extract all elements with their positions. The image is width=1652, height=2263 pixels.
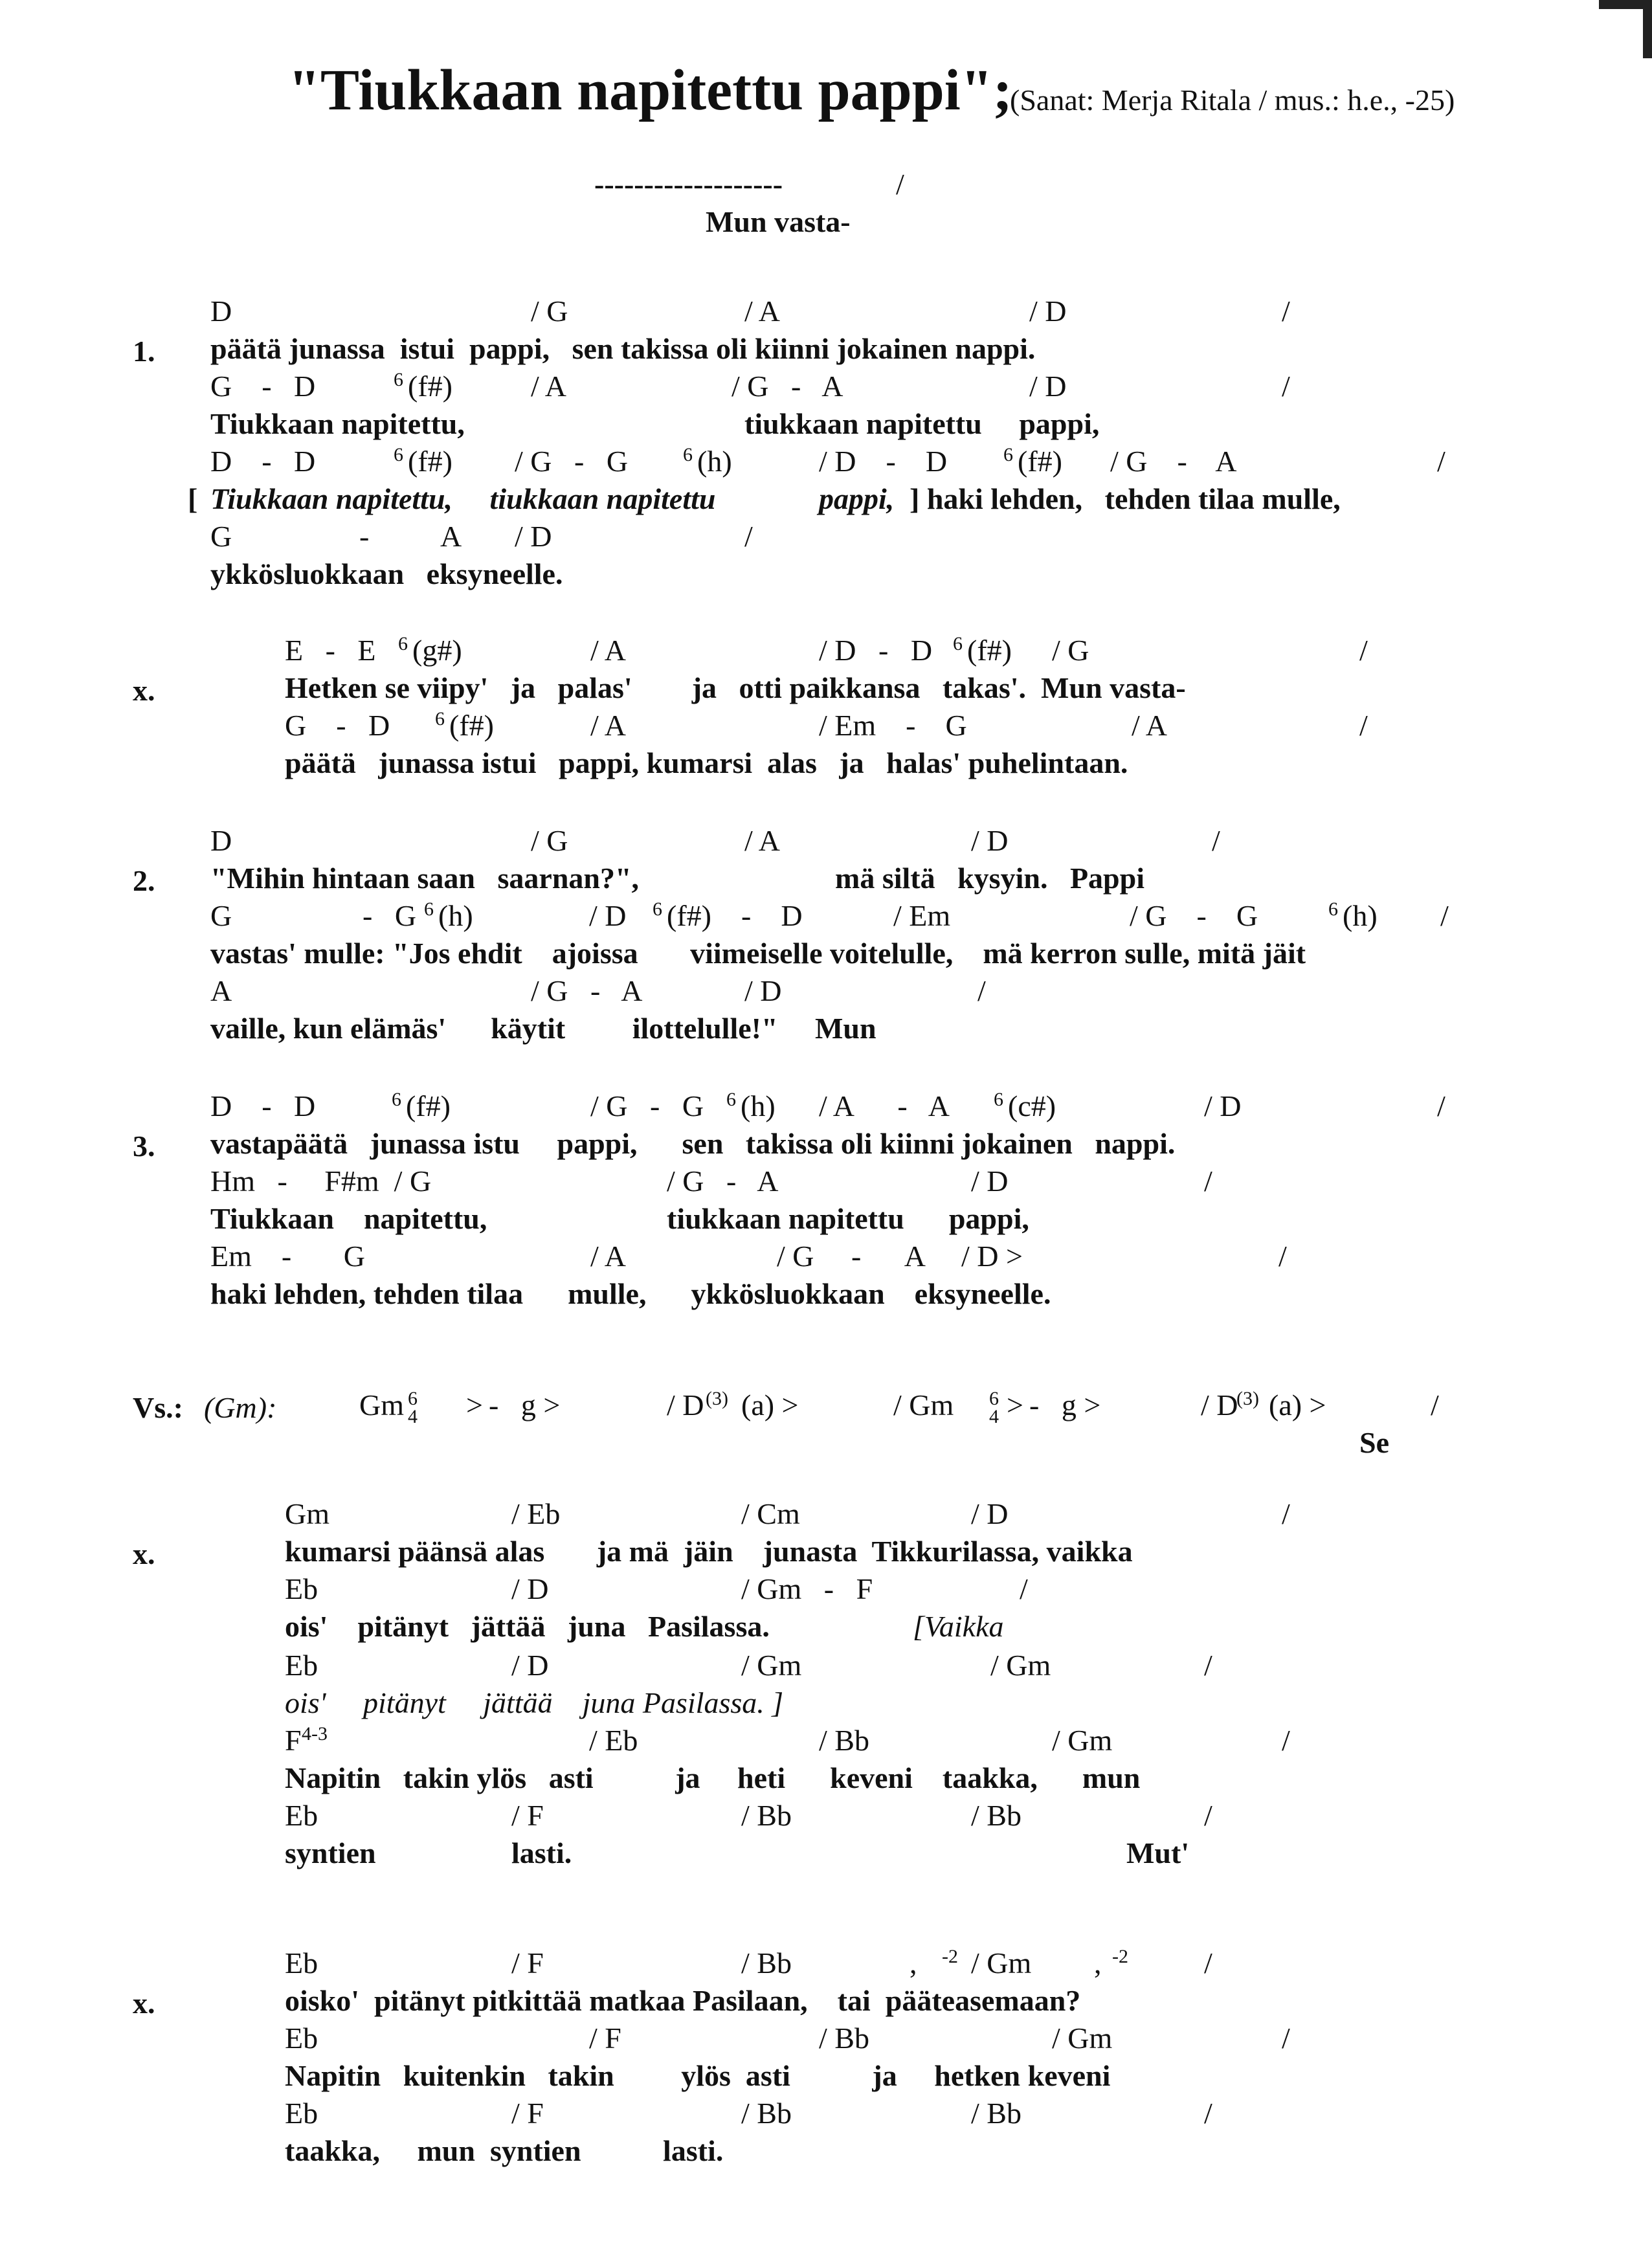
chord-text: / A — [590, 634, 626, 667]
chord-text: / — [1282, 1724, 1290, 1757]
chord-text: / A — [744, 824, 780, 857]
chord-text: Hm - F#m / G — [210, 1165, 432, 1198]
chord-modifier: 6 — [392, 1089, 401, 1110]
lyric-text: Mut' — [1126, 1836, 1190, 1869]
lyric-text: pappi, — [819, 482, 895, 515]
chord-text: D — [210, 824, 232, 857]
intro-slash: / — [896, 168, 904, 201]
chord-text: / A — [744, 295, 780, 328]
chord-text: / D — [511, 1572, 549, 1605]
chord-modifier: (g#) — [412, 634, 462, 667]
lyric-text: Tiukkaan napitettu, — [210, 407, 465, 440]
chord-modifier: (h) — [1343, 899, 1378, 932]
page-title: "Tiukkaan napitettu pappi"; — [288, 58, 1012, 122]
chord-text: / — [1282, 370, 1290, 403]
chord-text: / D — [971, 1165, 1009, 1198]
chord-text: / Gm - F — [741, 1572, 873, 1605]
chord-text: / D — [1201, 1388, 1238, 1421]
chord-modifier: 6 — [394, 369, 403, 390]
chord-text: / — [1020, 1572, 1028, 1605]
chord-text: - — [359, 520, 370, 553]
chord-modifier: 4-3 — [302, 1723, 328, 1745]
chord-text: / — [1431, 1388, 1439, 1421]
chord-text: / D — [1029, 295, 1067, 328]
chord-modifier: 6 — [653, 898, 662, 920]
lyric-text: ois' pitänyt jättää juna Pasilassa. — [285, 1610, 770, 1643]
chord-text: / A - A — [819, 1089, 950, 1122]
chord-text: / Cm — [741, 1497, 800, 1530]
chord-text: , — [910, 1946, 917, 1979]
chord-text: / — [1282, 295, 1290, 328]
chord-modifier: (f#) — [967, 634, 1012, 667]
chord-text: / Bb — [819, 1724, 869, 1757]
chord-modifier: 6 — [398, 633, 408, 654]
chord-modifier: (f#) — [408, 445, 452, 478]
chord-text: D - D — [210, 445, 316, 478]
chord-text: / F — [511, 2097, 544, 2130]
chord-text: > — [466, 1388, 491, 1421]
chord-text: / — [1204, 2097, 1212, 2130]
chord-modifier: (h) — [741, 1089, 776, 1122]
lyric-text: Hetken se viipy' ja palas' ja otti paikkansa takas'. Mun vasta- — [285, 671, 1186, 704]
chord-modifier: 6 — [408, 1388, 418, 1409]
lyric-text: lasti. — [511, 1836, 572, 1869]
verse-label: x. — [133, 674, 155, 707]
chord-text: / Bb — [741, 1799, 792, 1832]
verse-label: 1. — [133, 335, 155, 368]
chord-text: / Bb — [971, 2097, 1021, 2130]
lyric-text: ] haki lehden, tehden tilaa mulle, — [910, 482, 1341, 515]
chord-text: - G — [363, 899, 417, 932]
chord-text: Eb — [285, 1649, 318, 1682]
lyric-text: vastas' mulle: "Jos ehdit ajoissa viimeiselle voitelulle, mä kerron sulle, mitä jäit — [210, 937, 1306, 970]
chord-text: / — [1437, 445, 1446, 478]
lyric-text: oisko' pitänyt pitkittää matkaa Pasilaan, tai pääteasemaan? — [285, 1984, 1081, 2017]
chord-text: / Bb — [741, 2097, 792, 2130]
chord-modifier: -2 — [942, 1946, 958, 1967]
chord-text: A — [440, 520, 462, 553]
lyric-text: mä siltä kysyin. Pappi — [835, 862, 1144, 895]
chord-text: - g > — [489, 1388, 561, 1421]
lyric-text: [Vaikka — [913, 1610, 1004, 1643]
chord-modifier: 6 — [424, 898, 434, 920]
chord-text: / G — [531, 824, 568, 857]
lyric-text: [ — [188, 482, 198, 515]
chord-text: / Bb — [741, 1946, 792, 1979]
chord-text: F — [285, 1724, 302, 1757]
chord-text: / G - A / D > — [777, 1240, 1023, 1273]
chord-modifier: (f#) — [406, 1089, 451, 1122]
chord-text: / D — [744, 974, 782, 1007]
verse-label: 2. — [133, 864, 155, 897]
chord-text: / — [1204, 1649, 1212, 1682]
chord-text: / Gm — [1052, 1724, 1113, 1757]
lyric-text: päätä junassa istui pappi, kumarsi alas ja halas' puhelintaan. — [285, 746, 1128, 779]
verse-label: x. — [133, 1987, 155, 2020]
chord-text: / G - A — [731, 370, 843, 403]
chord-text: E - E — [285, 634, 376, 667]
chord-text: / G - G — [1130, 899, 1258, 932]
chord-text: / — [1359, 634, 1368, 667]
chord-text: - g > — [1029, 1388, 1101, 1421]
chord-modifier: (c#) — [1008, 1089, 1056, 1122]
intro-dashes: ------------------- — [594, 168, 783, 201]
chord-text: / — [1204, 1165, 1212, 1198]
chord-modifier: -2 — [1112, 1946, 1128, 1967]
verse-label: Vs.: — [133, 1391, 183, 1424]
chord-text: / — [744, 520, 753, 553]
lyric-text: päätä junassa istui pappi, sen takissa oli kiinni jokainen nappi. — [210, 332, 1036, 365]
chord-modifier: 6 — [1328, 898, 1338, 920]
chord-text: / Gm — [741, 1649, 802, 1682]
chord-text: / — [1440, 899, 1449, 932]
chord-text: , — [1094, 1946, 1102, 1979]
chord-modifier: (f#) — [408, 370, 452, 403]
chord-text: / Gm — [971, 1946, 1032, 1979]
chord-modifier: (3) — [706, 1388, 728, 1409]
chord-text: / D - D — [819, 634, 933, 667]
chord-text: / D — [511, 1649, 549, 1682]
lyric-text: kumarsi päänsä alas ja mä jäin junasta Tikkurilassa, vaikka — [285, 1535, 1133, 1568]
chord-text: / Gm — [893, 1388, 954, 1421]
chord-text: G — [210, 520, 232, 553]
lyric-text: Tiukkaan napitettu, tiukkaan napitettu — [210, 482, 716, 515]
chord-text: (a) > — [1269, 1388, 1326, 1421]
chord-text: / G - A — [667, 1165, 779, 1198]
chord-text: / G — [531, 295, 568, 328]
chord-text: / F — [511, 1799, 544, 1832]
chord-text: / G - G — [515, 445, 629, 478]
lyric-text: haki lehden, tehden tilaa mulle, ykkösluokkaan eksyneelle. — [210, 1277, 1051, 1310]
page-edge-mark — [1643, 0, 1652, 58]
chord-text: / — [1282, 2022, 1290, 2055]
chord-modifier: (h) — [438, 899, 473, 932]
chord-text: (a) > — [741, 1388, 799, 1421]
chord-modifier: (f#) — [449, 709, 494, 742]
chord-modifier: 4 — [989, 1406, 999, 1427]
chord-text: / A — [590, 1240, 626, 1273]
chord-modifier: 6 — [1003, 444, 1013, 465]
lyric-text: ykkösluokkaan eksyneelle. — [210, 557, 563, 590]
chord-text: Eb — [285, 2097, 318, 2130]
chord-text: / — [1212, 824, 1220, 857]
chord-modifier: 6 — [994, 1089, 1003, 1110]
chord-text: / F — [511, 1946, 544, 1979]
chord-modifier: (f#) — [1018, 445, 1062, 478]
lyric-text: Napitin kuitenkin takin ylös asti ja hetken keveni — [285, 2059, 1111, 2092]
chord-modifier: (f#) — [667, 899, 711, 932]
chord-text: / F — [589, 2022, 621, 2055]
chord-text: / Gm — [1052, 2022, 1113, 2055]
chord-text: Eb — [285, 1946, 318, 1979]
chord-text: / Em - G — [819, 709, 967, 742]
chord-text: / Bb — [819, 2022, 869, 2055]
lyric-text: syntien — [285, 1836, 376, 1869]
chord-text: / — [1359, 709, 1368, 742]
lyric-text: taakka, mun syntien lasti. — [285, 2134, 724, 2167]
chord-modifier: 6 — [683, 444, 693, 465]
chord-text: D — [210, 295, 232, 328]
chord-text: Eb — [285, 1799, 318, 1832]
chord-text: / Gm — [990, 1649, 1051, 1682]
verse-label: 3. — [133, 1130, 155, 1163]
chord-text: / — [977, 974, 986, 1007]
chord-text: A — [210, 974, 232, 1007]
chord-text: / A — [531, 370, 566, 403]
song-credit: (Sanat: Merja Ritala / mus.: h.e., -25) — [1010, 84, 1455, 117]
chord-text: G - D — [210, 370, 316, 403]
chord-text: / A — [590, 709, 626, 742]
chord-text: / G - A — [531, 974, 643, 1007]
chord-text: / D — [667, 1388, 704, 1421]
verse-label: x. — [133, 1537, 155, 1570]
chord-text: / Eb — [589, 1724, 638, 1757]
chord-text: / G - A — [1110, 445, 1237, 478]
chord-modifier: 6 — [989, 1388, 999, 1409]
chord-modifier: 6 — [953, 633, 963, 654]
chord-text: Eb — [285, 2022, 318, 2055]
lyric-text: Tiukkaan napitettu, — [210, 1202, 487, 1235]
chord-text: / D — [971, 1497, 1009, 1530]
lyric-text: vaille, kun elämäs' käytit ilottelulle!" Mun — [210, 1012, 876, 1045]
chord-text: / D — [971, 824, 1009, 857]
lyric-text: Se — [1359, 1426, 1389, 1459]
chord-text: / G - G — [590, 1089, 704, 1122]
chord-text: / D — [1204, 1089, 1242, 1122]
chord-text: - D — [741, 899, 803, 932]
chord-text: / — [1437, 1089, 1446, 1122]
intro-lyric: Mun vasta- — [706, 205, 851, 238]
chord-text: / Bb — [971, 1799, 1021, 1832]
chord-text: / — [1278, 1240, 1287, 1273]
lyric-text: ois' pitänyt jättää juna Pasilassa. ] — [285, 1686, 784, 1719]
chord-text: / A — [1132, 709, 1167, 742]
lyric-text: "Mihin hintaan saan saarnan?", — [210, 862, 640, 895]
chord-text: G — [210, 899, 232, 932]
chord-text: / D — [1029, 370, 1067, 403]
chord-text: / Eb — [511, 1497, 561, 1530]
chord-text: D - D — [210, 1089, 316, 1122]
chord-modifier: 6 — [394, 444, 403, 465]
chord-text: / D - D — [819, 445, 948, 478]
lyric-text: Napitin takin ylös asti ja heti keveni taakka, mun — [285, 1761, 1141, 1794]
chord-modifier: 6 — [726, 1089, 736, 1110]
lyric-text: vastapäätä junassa istu pappi, sen takissa oli kiinni jokainen nappi. — [210, 1127, 1176, 1160]
chord-modifier: 4 — [408, 1406, 418, 1427]
lyric-text: tiukkaan napitettu pappi, — [667, 1202, 1029, 1235]
chord-text: G - D — [285, 709, 390, 742]
chord-text: Em - G — [210, 1240, 365, 1273]
chord-modifier: 6 — [435, 708, 445, 730]
chord-text: / G — [1052, 634, 1089, 667]
verse-label: (Gm): — [204, 1391, 277, 1424]
chord-text: > — [1007, 1388, 1031, 1421]
chord-text: Eb — [285, 1572, 318, 1605]
lyric-text: tiukkaan napitettu pappi, — [744, 407, 1100, 440]
chord-text: / — [1204, 1799, 1212, 1832]
chord-text: / D — [589, 899, 627, 932]
chord-modifier: (h) — [697, 445, 732, 478]
chord-text: / Em — [893, 899, 951, 932]
chord-text: / — [1282, 1497, 1290, 1530]
chord-text: Gm — [285, 1497, 329, 1530]
chord-modifier: (3) — [1236, 1388, 1259, 1409]
chord-text: / D — [515, 520, 552, 553]
chord-text: / — [1204, 1946, 1212, 1979]
chord-text: Gm — [359, 1388, 404, 1421]
